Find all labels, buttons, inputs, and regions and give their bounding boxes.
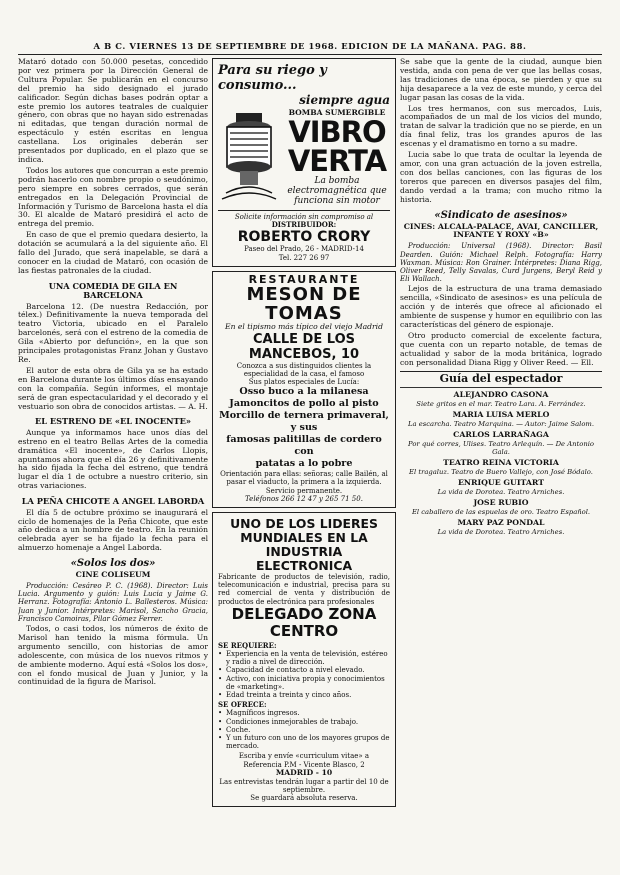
ad-subheadline: siempre agua xyxy=(299,93,390,107)
product-label: BOMBA SUMERGIBLE xyxy=(288,108,386,117)
job-city: MADRID - 10 xyxy=(275,767,333,777)
rest-text: Conozca a sus distinguidos clientes la especialidad de la casa, el famoso xyxy=(236,361,372,378)
list-item: • Experiencia en la venta de televisión, estéreo y radio a nivel de dirección. xyxy=(218,650,390,666)
guide-title: Guía del espectador xyxy=(400,371,602,384)
film-credits: Producción: Universal (1968). Director: Basil Dearden. Guión: Michael Relph. Fotografía: Harry Waxman. Música: Ron Grainer. Intérpretes: Diana Rigg, Oliver Reed, Telly Savalas, Curd Jurgens, Beryl Reid y Eli Wallach. xyxy=(400,242,602,284)
guide-entry: ENRIQUE GUITART La vida de Dorotea. Teatro Arniches. xyxy=(437,478,565,496)
list-item: • Magníficos ingresos. xyxy=(218,709,390,717)
article-paragraph: Todos, o casi todos, los números de éxito de Marisol han tenido la misma fórmula. Un argumento sencillo, con historias de amor adolescente, con música de los nuevos ritmos y de ambiente moderno. Aquí está «Solos los dos», con el fondo musical de Juan y Junior, y la continuidad de la figura de Marisol. xyxy=(18,624,208,687)
article-paragraph: En caso de que el premio quedara desierto, la dotación se acumulará a la del siguiente año. El fallo del Jurado, que será inapelable, se dará a conocer en la ciudad de Mataró, con ocasión de las fiestas patronales de la ciudad. xyxy=(18,230,208,275)
brand-vibro: VIBRO xyxy=(288,114,386,149)
info-request: Solicite información sin compromiso al xyxy=(234,212,374,221)
rest-dish: Morcillo de ternera primaveral, y sus xyxy=(219,410,389,434)
guide-entry: TEATRO REINA VICTORIA El tragaluz. Teatro de Buero Vallejo, con José Bódalo. xyxy=(409,458,593,477)
guide-entry: JOSE RUBIO El caballero de las espuelas de oro. Teatro Español. xyxy=(411,497,591,516)
article-paragraph: Lucia sabe lo que trata de ocultar la leyenda de amor, con una gran actuación de la joven estrella, con dos bellas canciones, con las figuras de los toreros que parecen en diversos pasajes del film, dando verdad a la trama; con mucho ritmo la historia. xyxy=(400,150,602,204)
article-paragraph: Todos los autores que concurran a este premio podrán hacerlo con nombre propio o seudónimo, pero siempre en sobres cerrados, que serán entregados en la Delegación Provincial de Información y Turismo de Barcelona hasta el día 30. El alcalde de Mataró presidirá el acto de entrega del premio. xyxy=(18,165,208,229)
job-req-label: SE REQUIERE: xyxy=(218,640,277,650)
column-ads xyxy=(212,58,396,868)
article-paragraph: Otro producto comercial de excelente factura, que cuenta con un reparto notable, de temas de actualidad y sabor de la moda británica, logrado con personalidad Diana Rigg y Oliver Reed. — Ell. xyxy=(400,330,602,367)
cinema-list: CINES: ALCALA-PALACE, AVAI, CANCILLER, INFANTE Y ROXY «B» xyxy=(403,221,599,240)
rest-directions: Orientación para ellas: señoras; calle Bailén, al pasar el viaducto, la primera a la izquierda. Servicio permanente. xyxy=(220,470,388,495)
job-apply: Escriba y envíe «curriculum vitae» a xyxy=(238,752,370,761)
film-credits: Producción: Cesáreo P. C. (1968). Director: Luis Lucia. Argumento y guión: Luis Lucia y Jaime G. Herranz. Fotografía: Antonio L. Ballesteros. Música: Juan y Junior. Intérpretes: Marisol, Sancho Gracia, Francisco Camoiras, Pilar Gómez Ferrer. xyxy=(18,582,208,623)
review-title-solos: «Solos los dos» xyxy=(70,558,156,570)
job-offer-label: SE OFRECE: xyxy=(218,700,267,710)
rest-intro: En el tipismo más típico del viejo Madrid xyxy=(225,321,383,331)
spectator-guide xyxy=(400,371,602,535)
rest-street: CALLE DE LOS MANCEBOS, 10 xyxy=(248,331,360,362)
rest-dish: patatas a lo pobre xyxy=(255,458,353,470)
job-title: UNO DE LOS LIDERES MUNDIALES EN LA INDUSTRIA ELECTRONICA xyxy=(230,515,378,573)
guide-entry: MARY PAZ PONDAL La vida de Dorotea. Teatro Arniches. xyxy=(437,517,565,536)
distributor-block xyxy=(218,210,390,262)
article-paragraph: Aunque ya informamos hace unos días del estreno en el teatro Bellas Artes de la comedia dramática «El inocente», de Carlos Llopis, apuntamos ahora que el día 26 y definitivamente ha sido fijada la fecha del estreno, que tendrá lugar el día 1 de octubre a nuestro criterio, sin otras variaciones. xyxy=(18,427,208,491)
job-ref: Referencia P.M - Vicente Blasco, 2 xyxy=(243,760,365,769)
rest-name: MESON DE TOMAS xyxy=(246,283,362,324)
job-note: Las entrevistas tendrán lugar a partir del 10 de septiembre. xyxy=(219,777,389,794)
article-paragraph: El autor de esta obra de Gila ya se ha estado en Barcelona durante los últimos días ensayando con la compañía. Según informes, el montaje será de gran espectacularidad y el decorado y el vestuario son obra de conocidos artistas. — A. H. xyxy=(18,365,208,411)
list-item: • Capacidad de contacto a nivel elevado. xyxy=(218,666,390,674)
page-header: A B C. VIERNES 13 DE SEPTIEMBRE DE 1968. EDICION DE LA MAÑANA. PAG. 88. xyxy=(18,42,602,55)
distributor-address: Paseo del Prado, 26 - MADRID-14 xyxy=(244,245,364,254)
rest-dish: Jamoncitos de pollo al pisto xyxy=(229,398,379,410)
job-note: Se guardará absoluta reserva. xyxy=(250,794,358,803)
distributor-phone: Tel. 227 26 97 xyxy=(278,253,330,262)
brand-verta: VERTA xyxy=(287,143,387,178)
review-title-sindicato: «Sindicato de asesinos» xyxy=(434,209,568,221)
ad-electronics-job xyxy=(212,512,396,807)
guide-entry: MARIA LUISA MERLO La escarcha. Teatro Marquina. — Autor: Jaime Salom. xyxy=(407,410,595,429)
ad-headline: Para su riego y consumo... xyxy=(218,63,327,93)
article-paragraph: Lejos de la estructura de una trama demasiado sencilla, «Sindicato de asesinos» es una película de acción y de interés que ofrece al aficionado el ambiente de suspense y humor en equilibrio con las características del género de espionaje. xyxy=(400,284,602,329)
rest-dish: Osso buco a la milanesa xyxy=(239,386,369,398)
headline-pena-chicote: LA PEÑA CHICOTE A ANGEL LABORDA xyxy=(21,496,205,507)
list-item: • Edad treinta a treinta y cinco años. xyxy=(218,691,390,699)
rest-text: Sus platos especiales de Lucía: xyxy=(248,377,360,386)
list-item: • Activo, con iniciativa propia y conocimientos de «marketing». xyxy=(218,675,390,691)
guide-entry: CARLOS LARRAÑAGA Por qué corres, Ulises. Teatro Arlequín. — De Antonio Gala. xyxy=(408,430,594,457)
distributor-name: ROBERTO CRORY xyxy=(237,229,371,246)
list-item: • Y un futuro con uno de los mayores grupos de mercado. xyxy=(218,734,390,750)
column-left xyxy=(18,58,208,868)
article-paragraph: Barcelona 12. (De nuestra Redacción, por télex.) Definitivamente la nueva temporada del teatro Victoria, ubicado en el Paralelo barcelonés, será con el estreno de la comedia de Gila «Abierto por defunción», en la que son principales protagonistas Franz Johan y Gustavo Re. xyxy=(18,301,208,364)
guide-entry: ALEJANDRO CASONA Siete gritos en el mar. Teatro Lara. A. Ferrández. xyxy=(416,390,586,409)
list-item: • Condiciones inmejorables de trabajo. xyxy=(218,718,390,726)
job-intro: Fabricante de productos de televisión, radio, telecomunicación e industrial, precisa para su red comercial de venta y distribución de productos de electrónica para profesionales xyxy=(218,572,390,606)
job-role: DELEGADO ZONA CENTRO xyxy=(231,604,377,640)
rest-phone: Teléfonos 266 12 47 y 265 71 50. xyxy=(245,494,363,503)
article-paragraph: Se sabe que la gente de la ciudad, aunque bien vestida, anda con pena de ver que las bellas cosas, las tradiciones de una época, se pierden y que su hija desaparece a la vez de este mundo, y cerca del lugar pasan las cosas de la vida. xyxy=(400,58,602,102)
ad-vibro-verta xyxy=(212,58,396,267)
list-item: • Coche. xyxy=(218,726,390,734)
distributor-label: DISTRIBUIDOR: xyxy=(271,220,337,230)
headline-gila: UNA COMEDIA DE GILA EN BARCELONA xyxy=(48,280,178,301)
cinema-name: CINE COLISEUM xyxy=(75,570,151,580)
ad-slogan: La bomba electromagnética que funciona sin motor xyxy=(287,175,387,206)
article-paragraph: Mataró dotado con 50.000 pesetas, concedido por vez primera por la Dirección General de Cultura Popular. Se publicarán en el concurso del premio ha sido designado el jurado calificador. Según dichas bases podrán optar a este premio los autores teatrales de cualquier género, con obras que no hayan sido estrenadas ni editadas, que tengan duración normal de espectáculo y estén escritas en lengua castellana. Los originales deberán ser presentados por duplicado, en el plazo que se indica. xyxy=(18,58,208,164)
article-paragraph: Los tres hermanos, con sus mercados, Luis, acompañados de un mal de los vicios del mundo, tratan de salvar la tradición que no se pierde, en un día final feliz, tras los grandes apuros de las escenas y el dramatismo en torno a su madre. xyxy=(400,103,602,149)
article-paragraph: El día 5 de octubre próximo se inaugurará el ciclo de homenajes de la Peña Chicote, que este año dedica a un hombre de teatro. En la reunión celebrada ayer se ha fijado la fecha para el almuerzo homenaje a Angel Laborda. xyxy=(18,507,208,553)
pump-icon xyxy=(218,109,280,201)
headline-inocente: EL ESTRENO DE «EL INOCENTE» xyxy=(35,416,191,427)
column-right xyxy=(400,58,602,868)
rest-dish: famosas palitillas de cordero con xyxy=(226,434,382,458)
rest-label: RESTAURANTE xyxy=(248,272,360,286)
ad-meson-tomas xyxy=(212,271,396,508)
